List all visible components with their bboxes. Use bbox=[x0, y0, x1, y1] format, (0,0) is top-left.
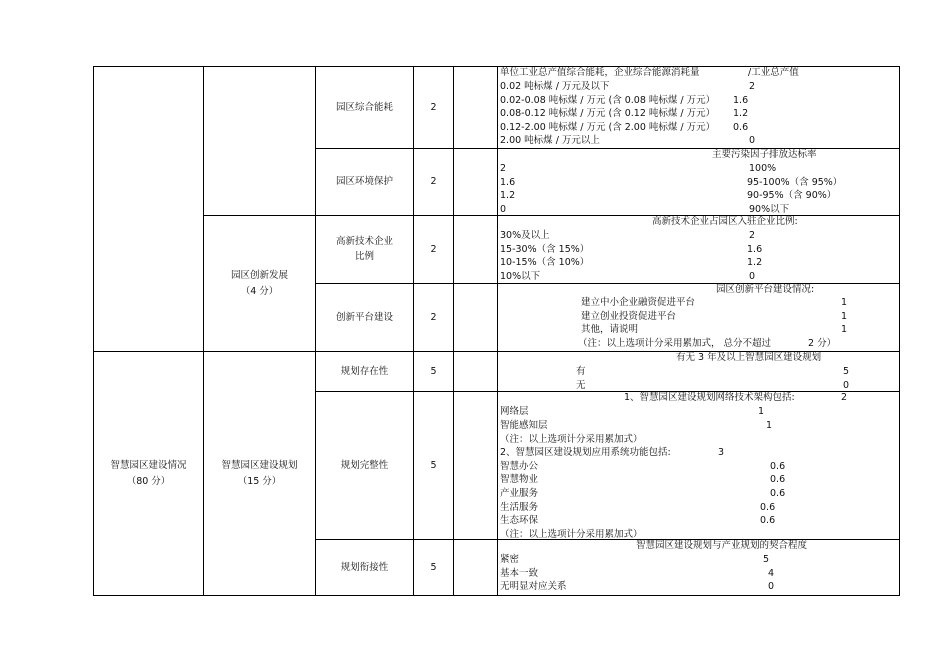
indicator-score: 2 bbox=[414, 216, 454, 284]
level1-cell bbox=[94, 352, 204, 596]
indicator-score: 5 bbox=[414, 352, 454, 392]
criteria-line: 产业服务 bbox=[500, 488, 539, 499]
criteria-line: 基本一致 bbox=[500, 568, 539, 579]
indicator-score: 5 bbox=[414, 392, 454, 540]
level2-cell bbox=[204, 67, 316, 216]
criteria-line: 2 bbox=[841, 392, 848, 403]
level2-cell bbox=[204, 352, 316, 596]
criteria-line: 5 bbox=[843, 366, 850, 377]
criteria-line: /工业总产值 bbox=[748, 67, 799, 78]
criteria-line: 0.6 bbox=[760, 502, 776, 513]
criteria-line: 高新技术企业占园区入驻企业比例: bbox=[652, 216, 798, 227]
criteria-line: 0 bbox=[749, 135, 756, 146]
criteria-line: 5 bbox=[763, 554, 770, 565]
blank-cell bbox=[454, 540, 498, 596]
indicator-name: 园区环境保护 bbox=[316, 149, 414, 216]
criteria-line: 紧密 bbox=[500, 554, 520, 565]
criteria-cell bbox=[498, 149, 900, 216]
criteria-line: 生态环保 bbox=[500, 515, 539, 526]
criteria-line: 0 bbox=[768, 581, 775, 592]
criteria-line: 1.6 bbox=[733, 95, 749, 106]
criteria-line: 90-95%（含 90%） bbox=[747, 190, 837, 201]
level1-label: （80 分） bbox=[126, 475, 171, 487]
level2-label: （4 分） bbox=[240, 285, 279, 297]
criteria-line: 0.02 吨标煤 / 万元及以下 bbox=[500, 81, 610, 92]
indicator-name: 园区综合能耗 bbox=[316, 67, 414, 149]
criteria-line: 90%以下 bbox=[749, 204, 790, 215]
criteria-line: 4 bbox=[768, 568, 775, 579]
criteria-line: 0.08-0.12 吨标煤 / 万元 (含 0.12 吨标煤 / 万元） bbox=[500, 108, 716, 119]
criteria-line: 网络层 bbox=[500, 406, 529, 417]
criteria-line: 2 bbox=[749, 230, 756, 241]
criteria-line: 0.6 bbox=[770, 474, 786, 485]
criteria-line: （注：以上选项计分采用累加式） bbox=[500, 434, 643, 445]
criteria-line: 1.6 bbox=[747, 244, 763, 255]
criteria-line: 2 bbox=[749, 81, 756, 92]
indicator-name: 高新技术企业 比例 bbox=[316, 216, 414, 284]
criteria-line: （注：以上选项计分采用累加式） bbox=[500, 529, 643, 540]
criteria-line: 2 bbox=[500, 163, 507, 174]
criteria-line: 2、智慧园区建设规划应用系统功能包括: bbox=[500, 447, 671, 458]
criteria-line: 2 分） bbox=[808, 338, 837, 349]
criteria-line: 100% bbox=[749, 163, 777, 174]
indicator-name: 规划存在性 bbox=[316, 352, 414, 392]
criteria-line: 2.00 吨标煤 / 万元以上 bbox=[500, 135, 600, 146]
criteria-line: 生活服务 bbox=[500, 502, 539, 513]
criteria-line: 主要污染因子排放达标率 bbox=[712, 149, 817, 160]
criteria-line: 1.2 bbox=[733, 108, 749, 119]
indicator-score: 5 bbox=[414, 540, 454, 596]
criteria-line: 1 bbox=[841, 311, 848, 322]
criteria-line: 0.02-0.08 吨标煤 / 万元 (含 0.08 吨标煤 / 万元） bbox=[500, 95, 716, 106]
indicator-name: 规划衔接性 bbox=[316, 540, 414, 596]
criteria-line: 1 bbox=[766, 420, 773, 431]
blank-cell bbox=[454, 216, 498, 284]
criteria-line: 无明显对应关系 bbox=[500, 581, 567, 592]
criteria-cell bbox=[498, 67, 900, 149]
criteria-line: 0.6 bbox=[760, 515, 776, 526]
criteria-line: 单位工业总产值综合能耗，企业综合能源消耗量 bbox=[500, 67, 700, 78]
criteria-line: 有无 3 年及以上智慧园区建设规划 bbox=[676, 352, 822, 363]
blank-cell bbox=[454, 392, 498, 540]
criteria-line: 0.6 bbox=[733, 122, 749, 133]
criteria-line: 0.12-2.00 吨标煤 / 万元 (含 2.00 吨标煤 / 万元） bbox=[500, 122, 716, 133]
criteria-line: 95-100%（含 95%） bbox=[747, 177, 843, 188]
criteria-line: 0.6 bbox=[770, 488, 786, 499]
criteria-line: 3 bbox=[718, 447, 725, 458]
level1-cell bbox=[94, 67, 204, 352]
criteria-cell bbox=[498, 352, 900, 392]
level2-label: 园区创新发展 bbox=[230, 269, 288, 281]
criteria-line: 其他，请说明 bbox=[581, 324, 639, 335]
criteria-line: 智能感知层 bbox=[500, 420, 548, 431]
criteria-line: 10-15%（含 10%） bbox=[500, 257, 590, 268]
criteria-line: 智慧办公 bbox=[500, 461, 539, 472]
criteria-line: 15-30%（含 15%） bbox=[500, 244, 590, 255]
criteria-line: 1.2 bbox=[500, 190, 516, 201]
criteria-line: 1 bbox=[841, 297, 848, 308]
criteria-cell bbox=[498, 392, 900, 540]
table-row bbox=[94, 216, 900, 284]
criteria-line: 0 bbox=[749, 271, 756, 282]
criteria-line: 10%以下 bbox=[500, 271, 541, 282]
indicator-name: 规划完整性 bbox=[316, 392, 414, 540]
blank-cell bbox=[454, 67, 498, 149]
criteria-line: 30%及以上 bbox=[500, 230, 550, 241]
criteria-line: 建立中小企业融资促进平台 bbox=[581, 297, 696, 308]
criteria-line: （注：以上选项计分采用累加式， 总分不超过 bbox=[578, 338, 772, 349]
indicator-name: 创新平台建设 bbox=[316, 284, 414, 352]
level2-label: （15 分） bbox=[237, 475, 282, 487]
evaluation-table bbox=[93, 66, 900, 596]
criteria-line: 1.2 bbox=[747, 257, 763, 268]
criteria-line: 园区创新平台建设情况: bbox=[716, 284, 815, 295]
criteria-line: 0.6 bbox=[770, 461, 786, 472]
criteria-line: 1.6 bbox=[500, 177, 516, 188]
level2-cell bbox=[204, 216, 316, 352]
level2-label: 智慧园区建设规划 bbox=[221, 459, 298, 471]
criteria-cell bbox=[498, 216, 900, 284]
level1-label: 智慧园区建设情况 bbox=[110, 459, 187, 471]
criteria-cell bbox=[498, 284, 900, 352]
blank-cell bbox=[454, 149, 498, 216]
criteria-line: 1、智慧园区建设规划网络技术架构包括: bbox=[624, 392, 795, 403]
criteria-line: 建立创业投资促进平台 bbox=[581, 311, 677, 322]
criteria-line: 有 bbox=[576, 366, 586, 377]
criteria-line: 1 bbox=[758, 406, 765, 417]
indicator-score: 2 bbox=[414, 67, 454, 149]
criteria-cell bbox=[498, 540, 900, 596]
table-row bbox=[94, 67, 900, 149]
indicator-score: 2 bbox=[414, 284, 454, 352]
criteria-line: 0 bbox=[843, 380, 850, 391]
blank-cell bbox=[454, 284, 498, 352]
table-row bbox=[94, 352, 900, 392]
criteria-line: 1 bbox=[841, 324, 848, 335]
criteria-line: 智慧物业 bbox=[500, 474, 539, 485]
indicator-score: 2 bbox=[414, 149, 454, 216]
criteria-line: 无 bbox=[576, 380, 586, 391]
criteria-line: 0 bbox=[500, 204, 507, 215]
criteria-line: 智慧园区建设规划与产业规划的契合程度 bbox=[636, 540, 808, 551]
blank-cell bbox=[454, 352, 498, 392]
